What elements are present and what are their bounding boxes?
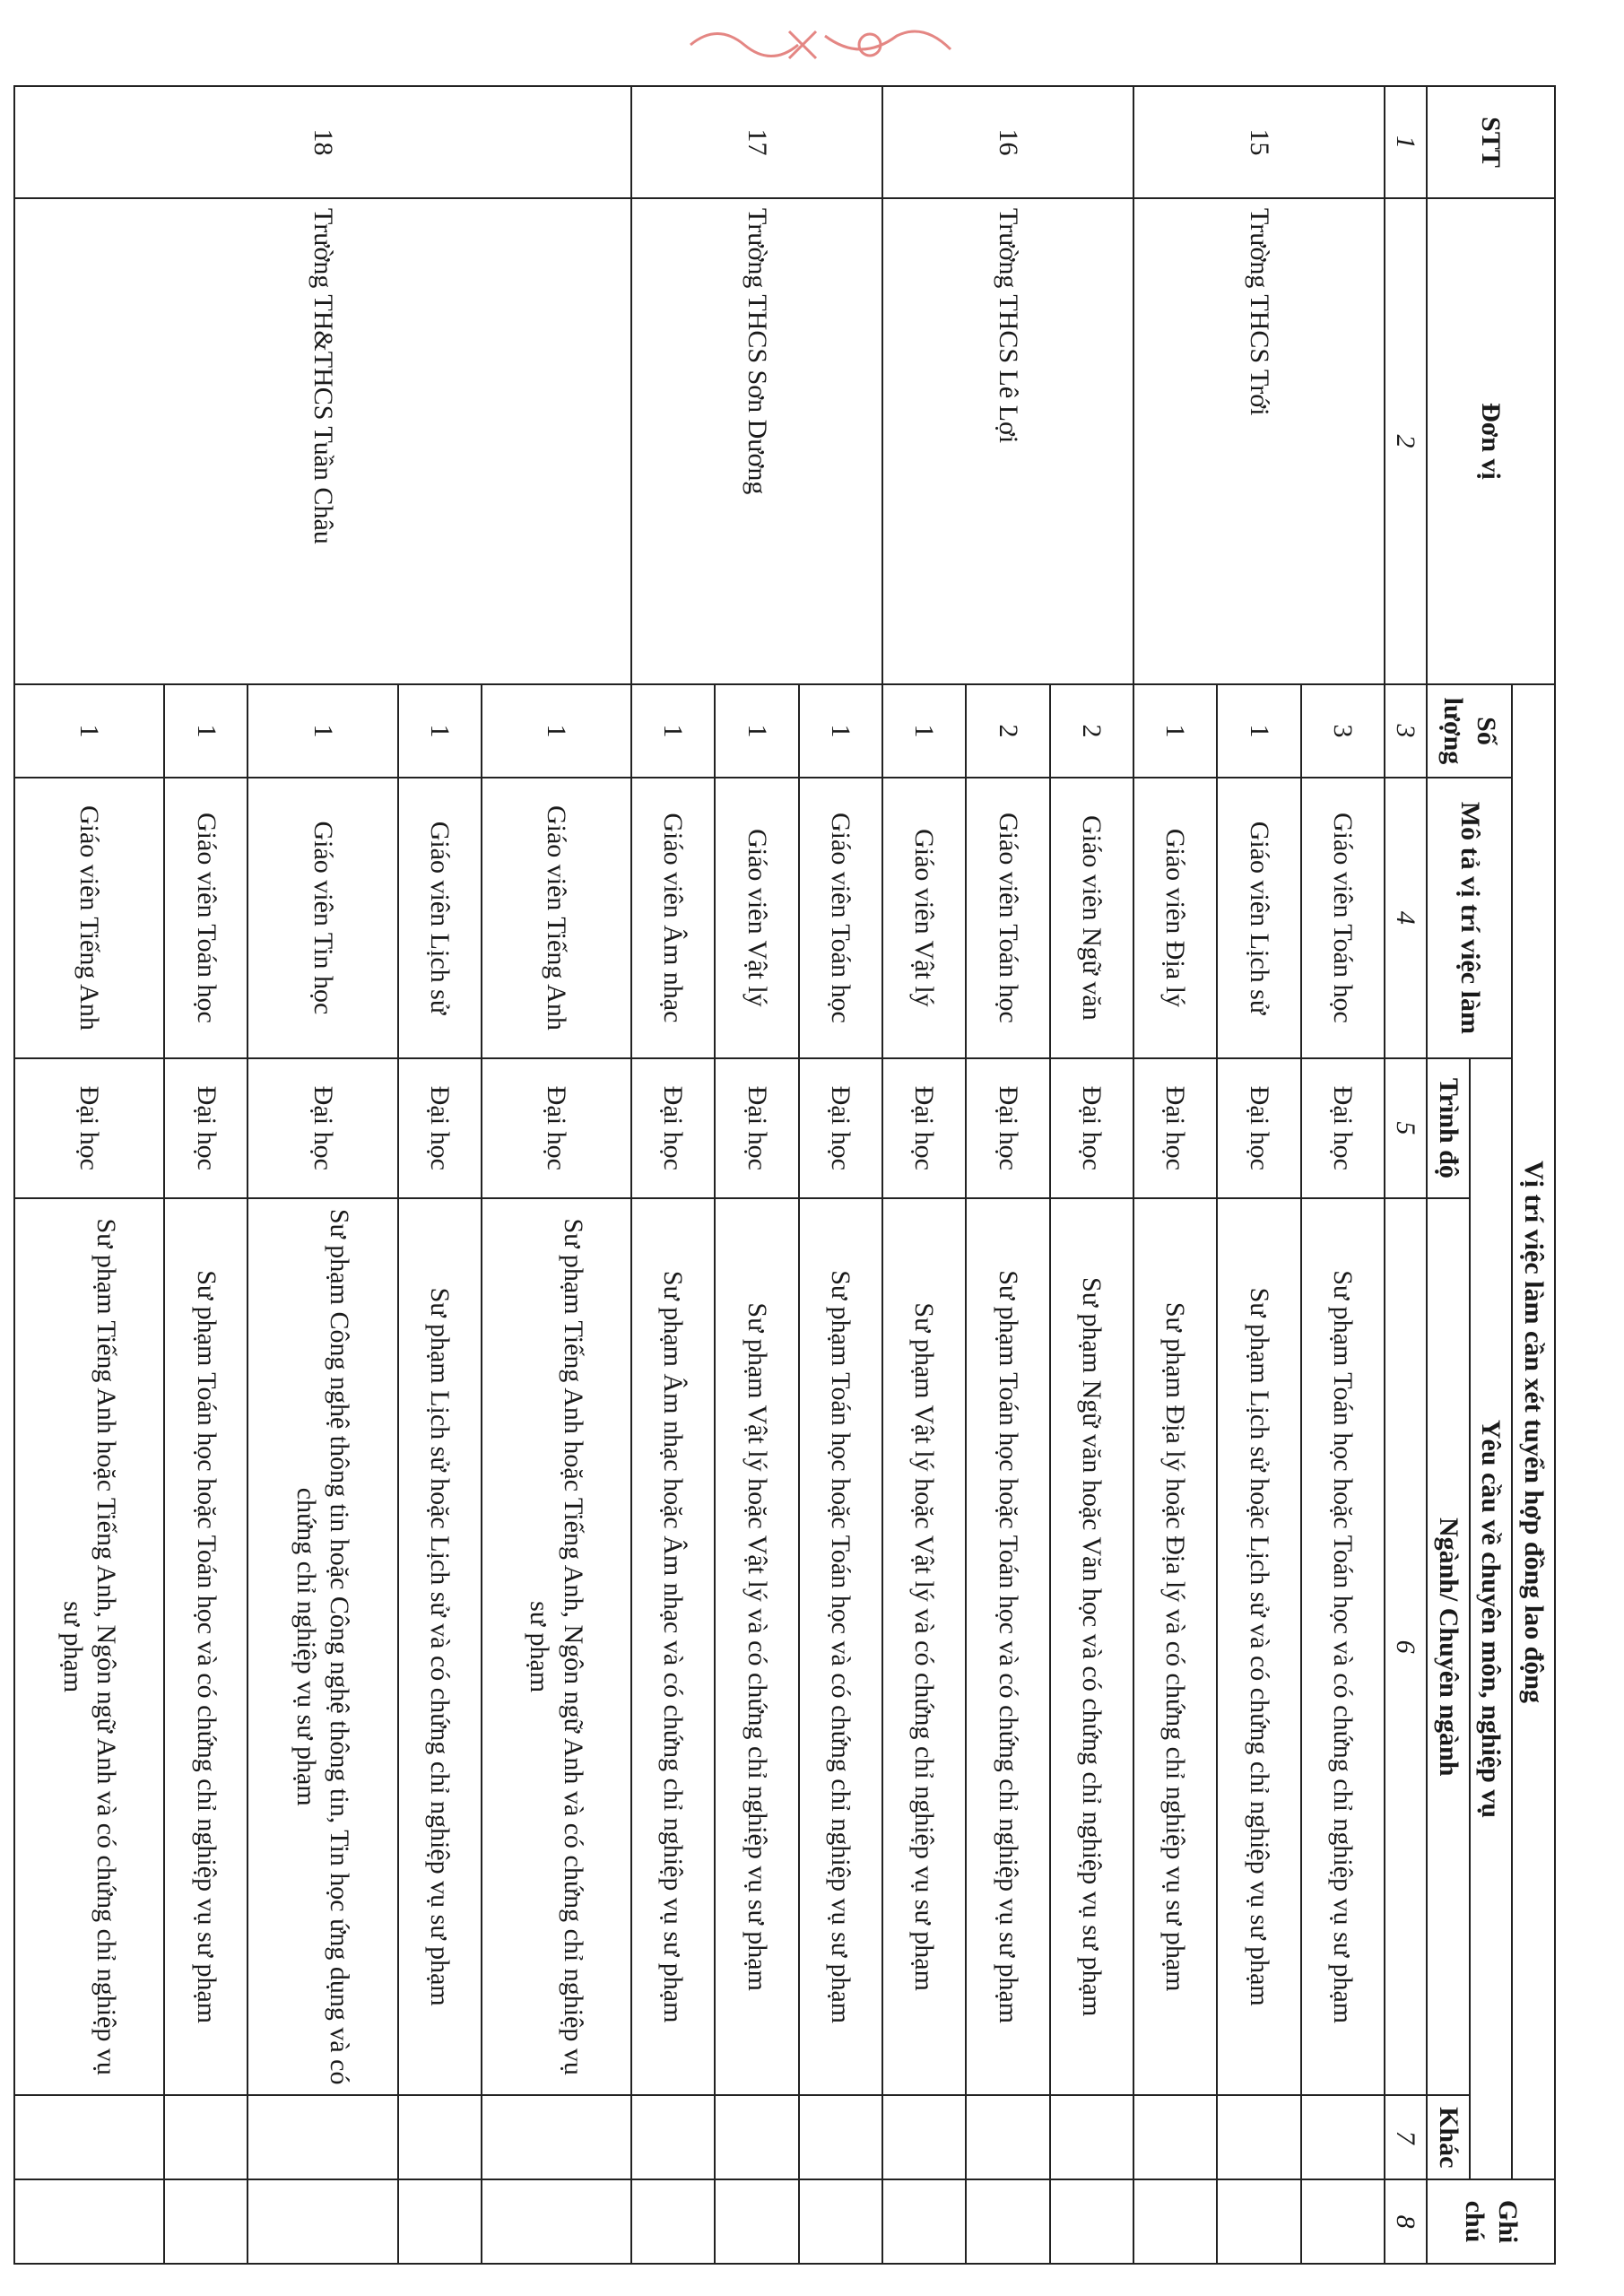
cell-other <box>1050 2095 1133 2179</box>
header-don-vi: Đơn vị <box>1428 198 1556 684</box>
cell-note <box>1133 2179 1217 2264</box>
cell-stt: 15 <box>1133 86 1385 198</box>
col-number: 3 <box>1385 684 1428 778</box>
cell-level: Đại học <box>882 1058 966 1198</box>
cell-description: Giáo viên Toán học <box>966 778 1049 1058</box>
cell-quantity: 1 <box>14 684 164 778</box>
cell-stt: 16 <box>882 86 1133 198</box>
cell-other <box>398 2095 482 2179</box>
cell-description: Giáo viên Toán học <box>164 778 248 1058</box>
cell-note <box>14 2179 164 2264</box>
red-stamp-mark <box>682 18 968 72</box>
table-row <box>1050 86 1133 2264</box>
cell-note <box>882 2179 966 2264</box>
cell-description: Giáo viên Tiếng Anh <box>482 778 631 1058</box>
table-row <box>1301 86 1385 2264</box>
header-ghi-chu: Ghi chú <box>1428 2179 1556 2264</box>
cell-other <box>1217 2095 1300 2179</box>
cell-level: Đại học <box>248 1058 397 1198</box>
cell-major: Sư phạm Âm nhạc hoặc Âm nhạc và có chứng chỉ nghiệp vụ sư phạm <box>631 1198 715 2095</box>
header-vi-tri: Vị trí việc làm cần xét tuyển hợp đồng lao động <box>1513 684 1556 2179</box>
cell-quantity: 1 <box>482 684 631 778</box>
cell-level: Đại học <box>966 1058 1049 1198</box>
cell-other <box>1133 2095 1217 2179</box>
cell-level: Đại học <box>14 1058 164 1198</box>
cell-description: Giáo viên Toán học <box>799 778 882 1058</box>
table-row <box>482 86 631 2264</box>
cell-quantity: 1 <box>164 684 248 778</box>
col-number: 6 <box>1385 1198 1428 2095</box>
cell-level: Đại học <box>398 1058 482 1198</box>
cell-major: Sư phạm Ngữ văn hoặc Văn học và có chứng chỉ nghiệp vụ sư phạm <box>1050 1198 1133 2095</box>
header-stt: STT <box>1428 86 1556 198</box>
col-number: 8 <box>1385 2179 1428 2264</box>
cell-major: Sư phạm Tiếng Anh hoặc Tiếng Anh, Ngôn ngữ Anh và có chứng chỉ nghiệp vụ sư phạm <box>482 1198 631 2095</box>
cell-level: Đại học <box>164 1058 248 1198</box>
cell-note <box>631 2179 715 2264</box>
cell-note <box>715 2179 798 2264</box>
cell-description: Giáo viên Tiếng Anh <box>14 778 164 1058</box>
rotated-table-container <box>13 85 1556 2265</box>
cell-description: Giáo viên Ngữ văn <box>1050 778 1133 1058</box>
cell-quantity: 3 <box>1301 684 1385 778</box>
cell-description: Giáo viên Âm nhạc <box>631 778 715 1058</box>
cell-other <box>966 2095 1049 2179</box>
cell-description: Giáo viên Vật lý <box>715 778 798 1058</box>
cell-description: Giáo viên Lịch sử <box>398 778 482 1058</box>
cell-unit: Trường THCS Trới <box>1133 198 1385 684</box>
header-khac: Khác <box>1428 2095 1471 2179</box>
cell-quantity: 1 <box>1133 684 1217 778</box>
cell-quantity: 1 <box>398 684 482 778</box>
cell-quantity: 1 <box>248 684 397 778</box>
cell-major: Sư phạm Toán học hoặc Toán học và có chứng chỉ nghiệp vụ sư phạm <box>164 1198 248 2095</box>
cell-description: Giáo viên Toán học <box>1301 778 1385 1058</box>
cell-unit: Trường TH&THCS Tuần Châu <box>14 198 631 684</box>
cell-note <box>1050 2179 1133 2264</box>
cell-description: Giáo viên Lịch sử <box>1217 778 1300 1058</box>
header-row-1 <box>1513 86 1556 2264</box>
cell-level: Đại học <box>482 1058 631 1198</box>
cell-major: Sư phạm Toán học hoặc Toán học và có chứng chỉ nghiệp vụ sư phạm <box>966 1198 1049 2095</box>
cell-level: Đại học <box>715 1058 798 1198</box>
cell-other <box>882 2095 966 2179</box>
cell-other <box>1301 2095 1385 2179</box>
cell-note <box>164 2179 248 2264</box>
cell-note <box>398 2179 482 2264</box>
cell-major: Sư phạm Toán học hoặc Toán học và có chứng chỉ nghiệp vụ sư phạm <box>799 1198 882 2095</box>
cell-other <box>715 2095 798 2179</box>
recruitment-table <box>13 85 1556 2265</box>
cell-note <box>248 2179 397 2264</box>
cell-major: Sư phạm Tiếng Anh hoặc Tiếng Anh, Ngôn ngữ Anh và có chứng chỉ nghiệp vụ sư phạm <box>14 1198 164 2095</box>
col-number: 7 <box>1385 2095 1428 2179</box>
cell-unit: Trường THCS Lê Lợi <box>882 198 1133 684</box>
cell-other <box>14 2095 164 2179</box>
cell-level: Đại học <box>799 1058 882 1198</box>
cell-description: Giáo viên Tin học <box>248 778 397 1058</box>
table-row <box>799 86 882 2264</box>
header-trinh-do: Trình độ <box>1428 1058 1471 1198</box>
col-number: 2 <box>1385 198 1428 684</box>
cell-quantity: 1 <box>1217 684 1300 778</box>
cell-quantity: 1 <box>715 684 798 778</box>
cell-major: Sư phạm Vật lý hoặc Vật lý và có chứng chỉ nghiệp vụ sư phạm <box>882 1198 966 2095</box>
cell-major: Sư phạm Địa lý hoặc Địa lý và có chứng chỉ nghiệp vụ sư phạm <box>1133 1198 1217 2095</box>
cell-quantity: 1 <box>882 684 966 778</box>
cell-major: Sư phạm Lịch sử hoặc Lịch sử và có chứng chỉ nghiệp vụ sư phạm <box>398 1198 482 2095</box>
cell-level: Đại học <box>1301 1058 1385 1198</box>
cell-unit: Trường THCS Sơn Dương <box>631 198 882 684</box>
cell-other <box>631 2095 715 2179</box>
col-number: 1 <box>1385 86 1428 198</box>
header-nganh: Ngành/ Chuyên ngành <box>1428 1198 1471 2095</box>
cell-stt: 17 <box>631 86 882 198</box>
cell-note <box>1301 2179 1385 2264</box>
cell-other <box>164 2095 248 2179</box>
cell-major: Sư phạm Lịch sử hoặc Lịch sử và có chứng chỉ nghiệp vụ sư phạm <box>1217 1198 1300 2095</box>
cell-major: Sư phạm Vật lý hoặc Vật lý và có chứng chỉ nghiệp vụ sư phạm <box>715 1198 798 2095</box>
cell-major: Sư phạm Toán học hoặc Toán học và có chứng chỉ nghiệp vụ sư phạm <box>1301 1198 1385 2095</box>
cell-quantity: 1 <box>799 684 882 778</box>
cell-description: Giáo viên Địa lý <box>1133 778 1217 1058</box>
cell-quantity: 1 <box>631 684 715 778</box>
table-body <box>14 86 1385 2264</box>
cell-level: Đại học <box>1133 1058 1217 1198</box>
cell-note <box>966 2179 1049 2264</box>
header-so-luong: Số lượng <box>1428 684 1513 778</box>
cell-note <box>482 2179 631 2264</box>
cell-note <box>1217 2179 1300 2264</box>
cell-other <box>248 2095 397 2179</box>
cell-quantity: 2 <box>966 684 1049 778</box>
cell-stt: 18 <box>14 86 631 198</box>
cell-level: Đại học <box>1050 1058 1133 1198</box>
cell-other <box>799 2095 882 2179</box>
cell-quantity: 2 <box>1050 684 1133 778</box>
header-yeu-cau: Yêu cầu về chuyên môn, nghiệp vụ <box>1470 1058 1513 2179</box>
cell-other <box>482 2095 631 2179</box>
header-mo-ta: Mô tả vị trí việc làm <box>1428 778 1513 1058</box>
cell-level: Đại học <box>631 1058 715 1198</box>
cell-level: Đại học <box>1217 1058 1300 1198</box>
col-number: 5 <box>1385 1058 1428 1198</box>
cell-description: Giáo viên Vật lý <box>882 778 966 1058</box>
cell-note <box>799 2179 882 2264</box>
column-number-row <box>1385 86 1428 2264</box>
cell-major: Sư phạm Công nghệ thông tin hoặc Công nghệ thông tin, Tin học ứng dụng và có chứng chỉ nghiệp vụ sư phạm <box>248 1198 397 2095</box>
col-number: 4 <box>1385 778 1428 1058</box>
